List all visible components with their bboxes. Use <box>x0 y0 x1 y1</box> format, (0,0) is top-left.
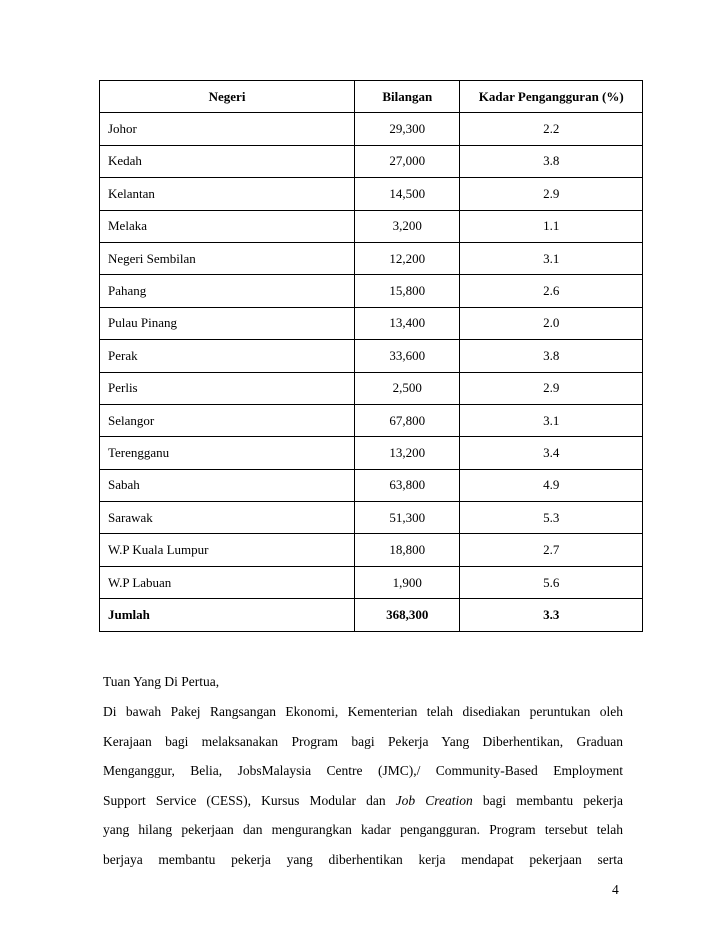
cell-bilangan: 3,200 <box>355 210 460 242</box>
column-header-kadar: Kadar Pengangguran (%) <box>460 81 643 113</box>
cell-negeri: Perak <box>100 340 355 372</box>
cell-negeri: W.P Labuan <box>100 566 355 598</box>
table-row <box>100 242 643 274</box>
cell-kadar: 2.6 <box>460 275 643 307</box>
cell-negeri: W.P Kuala Lumpur <box>100 534 355 566</box>
paragraph-line: Kerajaan bagi melaksanakan Program bagi Pekerja Yang Diberhentikan, Graduan <box>103 733 623 749</box>
cell-negeri: Kelantan <box>100 178 355 210</box>
greeting: Tuan Yang Di Pertua, <box>103 674 220 689</box>
table-row <box>100 502 643 534</box>
cell-bilangan: 51,300 <box>355 502 460 534</box>
table-row <box>100 372 643 404</box>
page-number: 4 <box>612 882 619 897</box>
unemployment-table <box>99 80 643 632</box>
cell-negeri: Negeri Sembilan <box>100 242 355 274</box>
cell-bilangan: 1,900 <box>355 566 460 598</box>
cell-kadar: 2.0 <box>460 307 643 339</box>
table-row <box>100 210 643 242</box>
paragraph-line: yang hilang pekerjaan dan mengurangkan kadar pengangguran. Program tersebut telah <box>103 822 623 837</box>
table-row <box>100 534 643 566</box>
cell-bilangan: 63,800 <box>355 469 460 501</box>
column-header-negeri: Negeri <box>100 81 355 113</box>
cell-bilangan: 15,800 <box>355 275 460 307</box>
cell-bilangan: 33,600 <box>355 340 460 372</box>
table-header-row <box>100 81 643 113</box>
paragraph-text: bagi membantu pekerja <box>482 792 623 808</box>
cell-kadar: 3.1 <box>460 242 643 274</box>
cell-kadar: 5.3 <box>460 502 643 534</box>
cell-kadar: 2.7 <box>460 534 643 566</box>
body-paragraph <box>103 697 623 874</box>
paragraph-line: Menganggur, Belia, JobsMalaysia Centre (JMC),/ Community-Based Employment <box>103 763 623 778</box>
table-row <box>100 145 643 177</box>
table-row <box>100 469 643 501</box>
cell-kadar: 3.8 <box>460 145 643 177</box>
cell-bilangan: 67,800 <box>355 404 460 436</box>
cell-bilangan: 29,300 <box>355 113 460 145</box>
table-row <box>100 437 643 469</box>
cell-negeri: Perlis <box>100 372 355 404</box>
cell-kadar: 2.9 <box>460 372 643 404</box>
paragraph-line: Di bawah Pakej Rangsangan Ekonomi, Kementerian telah disediakan peruntukan oleh <box>103 704 623 719</box>
cell-kadar: 4.9 <box>460 469 643 501</box>
cell-bilangan: 13,200 <box>355 437 460 469</box>
cell-kadar: 2.9 <box>460 178 643 210</box>
total-rate: 3.3 <box>460 599 643 631</box>
cell-negeri: Sarawak <box>100 502 355 534</box>
table-row <box>100 340 643 372</box>
cell-negeri: Pahang <box>100 275 355 307</box>
table-total-row <box>100 599 643 631</box>
cell-bilangan: 27,000 <box>355 145 460 177</box>
paragraph-text: Support Service (CESS), Kursus Modular dan <box>103 792 386 808</box>
cell-negeri: Selangor <box>100 404 355 436</box>
cell-bilangan: 18,800 <box>355 534 460 566</box>
cell-negeri: Kedah <box>100 145 355 177</box>
table-row <box>100 275 643 307</box>
paragraph-line <box>103 786 623 816</box>
cell-bilangan: 12,200 <box>355 242 460 274</box>
cell-kadar: 3.4 <box>460 437 643 469</box>
cell-negeri: Pulau Pinang <box>100 307 355 339</box>
column-header-bilangan: Bilangan <box>355 81 460 113</box>
cell-negeri: Melaka <box>100 210 355 242</box>
cell-negeri: Terengganu <box>100 437 355 469</box>
cell-bilangan: 13,400 <box>355 307 460 339</box>
cell-kadar: 1.1 <box>460 210 643 242</box>
italic-term: Job Creation <box>395 792 473 808</box>
cell-kadar: 3.1 <box>460 404 643 436</box>
paragraph-line: berjaya membantu pekerja yang diberhentikan kerja mendapat pekerjaan serta <box>103 851 623 867</box>
cell-negeri: Sabah <box>100 469 355 501</box>
cell-bilangan: 14,500 <box>355 178 460 210</box>
table-row <box>100 307 643 339</box>
total-count: 368,300 <box>355 599 460 631</box>
cell-negeri: Johor <box>100 113 355 145</box>
table-row <box>100 566 643 598</box>
cell-kadar: 5.6 <box>460 566 643 598</box>
table-row <box>100 404 643 436</box>
table-row <box>100 113 643 145</box>
cell-kadar: 2.2 <box>460 113 643 145</box>
cell-bilangan: 2,500 <box>355 372 460 404</box>
cell-kadar: 3.8 <box>460 340 643 372</box>
total-label: Jumlah <box>100 599 355 631</box>
table-row <box>100 178 643 210</box>
